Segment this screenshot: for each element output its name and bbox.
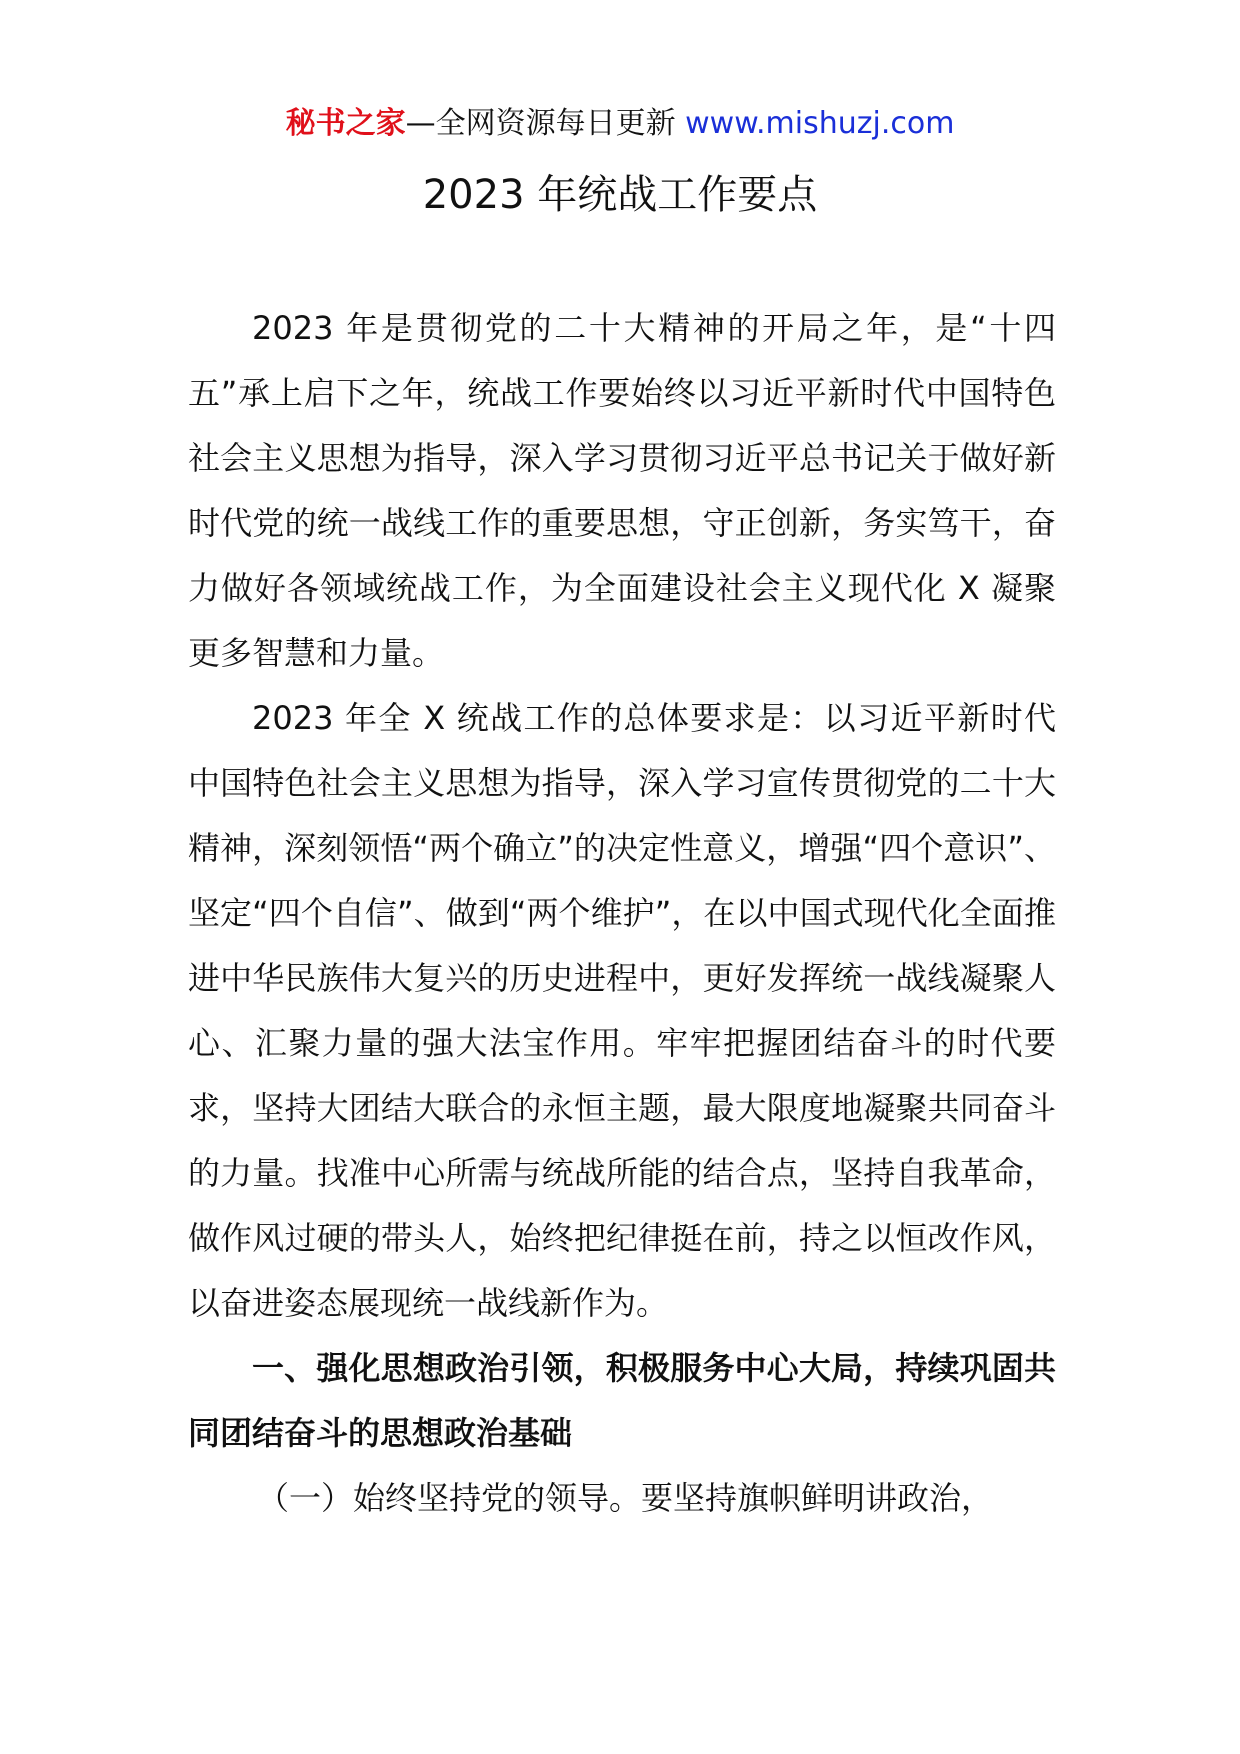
paragraph-intro: 2023 年是贯彻党的二十大精神的开局之年，是“十四五”承上启下之年，统战工作要始终以习近平新时代中国特色社会主义思想为指导，深入学习贯彻习近平总书记关于做好新时代党的统一战线工作的重要思想，守正创新，务实笃干，奋力做好各领域统战工作，为全面建设社会主义现代化 X 凝聚更多智慧和力量。 <box>188 309 1056 672</box>
subsection-1: （一）始终坚持党的领导。要坚持旗帜鲜明讲政治， <box>257 1479 994 1517</box>
document-title: 2023 年统战工作要点 <box>422 172 818 218</box>
paragraph-overall-requirements: 2023 年全 X 统战工作的总体要求是：以习近平新时代中国特色社会主义思想为指导，深入学习宣传贯彻党的二十大精神，深刻领悟“两个确立”的决定性意义，增强“四个意识”、坚定“四个自信”、做到“两个维护”，在以中国式现代化全面推进中华民族伟大复兴的历史进程中，更好发挥统一战线凝聚人心、汇聚力量的强大法宝作用。牢牢把握团结奋斗的时代要求，坚持大团结大联合的永恒主题，最大限度地凝聚共同奋斗的力量。找准中心所需与统战所能的结合点，坚持自我革命，做作风过硬的带头人，始终把纪律挺在前，持之以恒改作风，以奋进姿态展现统一战线新作为。 <box>188 699 1056 1322</box>
document-body <box>188 296 1056 1531</box>
brand-name: 秘书之家 <box>285 106 406 141</box>
watermark-header <box>0 102 1240 146</box>
header-tagline: —全网资源每日更新 <box>405 106 676 141</box>
section-heading-1: 一、强化思想政治引领，积极服务中心大局，持续巩固共同团结奋斗的思想政治基础 <box>188 1349 1056 1452</box>
site-url-link[interactable]: www.mishuzj.com <box>685 106 955 141</box>
